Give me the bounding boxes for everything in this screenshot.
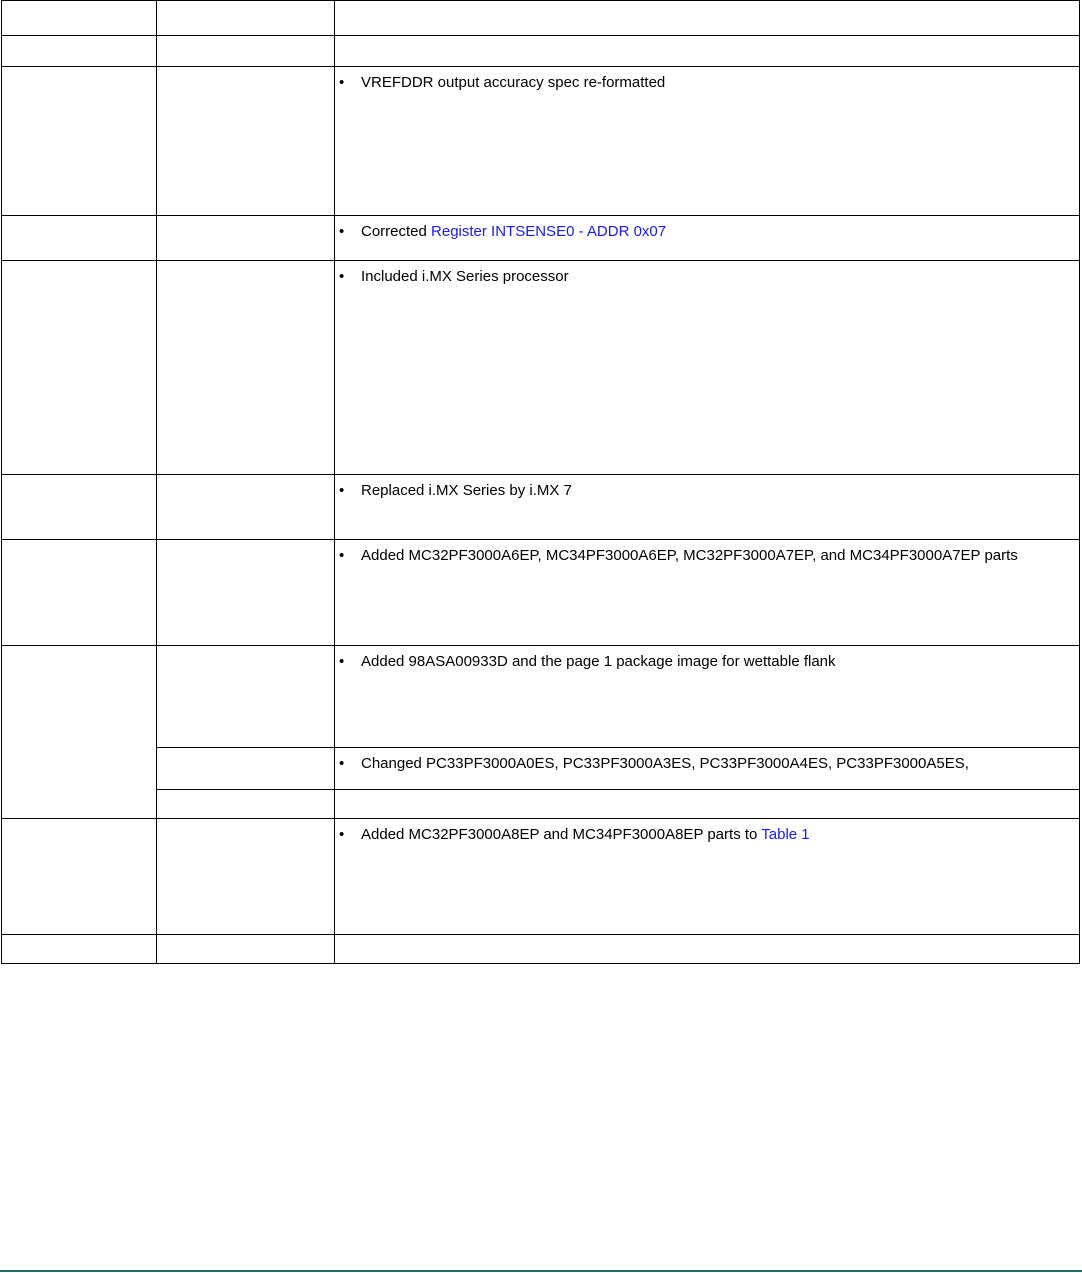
date-cell xyxy=(157,790,335,819)
date-cell xyxy=(157,540,335,646)
rev-cell xyxy=(2,216,157,261)
bullet-text: Added 98ASA00933D and the page 1 package image for wettable flank xyxy=(361,653,836,670)
date-cell xyxy=(157,935,335,964)
bullet-item xyxy=(335,475,1079,499)
date-cell xyxy=(157,261,335,475)
table-row xyxy=(2,67,1080,216)
description-cell xyxy=(335,216,1080,261)
table-row xyxy=(2,646,1080,748)
date-cell xyxy=(157,646,335,748)
description-cell xyxy=(335,36,1080,67)
bullet-text: VREFDDR output accuracy spec re-formatted xyxy=(361,74,666,91)
bullet-item xyxy=(335,819,1079,843)
bullet-text: Corrected xyxy=(361,223,432,240)
rev-cell xyxy=(2,261,157,475)
table-row xyxy=(2,261,1080,475)
description-cell xyxy=(335,475,1080,540)
rev-cell xyxy=(2,819,157,935)
bullet-item xyxy=(335,261,1079,285)
bullet-text: Changed PC33PF3000A0ES, PC33PF3000A3ES, PC33PF3000A4ES, PC33PF3000A5ES, xyxy=(361,755,969,772)
register-intsense0-link[interactable]: Register INTSENSE0 - ADDR 0x07 xyxy=(431,223,667,240)
description-cell xyxy=(335,646,1080,748)
table-row xyxy=(2,819,1080,935)
table-row xyxy=(2,748,1080,790)
date-cell xyxy=(157,475,335,540)
rev-cell xyxy=(2,36,157,67)
rev-cell xyxy=(2,67,157,216)
description-cell xyxy=(335,819,1080,935)
bullet-item xyxy=(335,748,1079,772)
bullet-item xyxy=(335,67,1079,91)
bullet-glyph: • xyxy=(339,653,345,670)
rev-cell xyxy=(2,475,157,540)
bullet-text: Added MC32PF3000A8EP and MC34PF3000A8EP parts to xyxy=(361,826,762,843)
table-row xyxy=(2,475,1080,540)
rev-cell xyxy=(2,935,157,964)
table-row xyxy=(2,36,1080,67)
table-row xyxy=(2,1,1080,36)
description-cell xyxy=(335,1,1080,36)
footer-rule xyxy=(0,1270,1082,1272)
date-cell xyxy=(157,67,335,216)
bullet-text: Replaced i.MX Series by i.MX 7 xyxy=(361,482,572,499)
description-cell xyxy=(335,261,1080,475)
table-1-link[interactable]: Table 1 xyxy=(761,826,810,843)
table-row xyxy=(2,540,1080,646)
bullet-glyph: • xyxy=(339,74,345,91)
rev-cell xyxy=(2,646,157,819)
date-cell xyxy=(157,216,335,261)
description-cell xyxy=(335,67,1080,216)
date-cell xyxy=(157,748,335,790)
rev-cell xyxy=(2,540,157,646)
bullet-glyph: • xyxy=(339,547,345,564)
bullet-glyph: • xyxy=(339,482,345,499)
bullet-item xyxy=(335,646,1079,670)
rev-cell xyxy=(2,1,157,36)
bullet-item xyxy=(335,540,1079,564)
table-row xyxy=(2,790,1080,819)
bullet-glyph: • xyxy=(339,826,345,843)
date-cell xyxy=(157,819,335,935)
description-cell xyxy=(335,790,1080,819)
bullet-glyph: • xyxy=(339,223,345,240)
revision-history-table xyxy=(1,0,1080,964)
description-cell xyxy=(335,935,1080,964)
bullet-text: Added MC32PF3000A6EP, MC34PF3000A6EP, MC32PF3000A7EP, and MC34PF3000A7EP parts xyxy=(361,547,1018,564)
bullet-text: Included i.MX Series processor xyxy=(361,268,569,285)
bullet-item xyxy=(335,216,1079,240)
table-row xyxy=(2,935,1080,964)
date-cell xyxy=(157,36,335,67)
description-cell xyxy=(335,540,1080,646)
description-cell xyxy=(335,748,1080,790)
table-row xyxy=(2,216,1080,261)
bullet-glyph: • xyxy=(339,755,345,772)
date-cell xyxy=(157,1,335,36)
bullet-glyph: • xyxy=(339,268,345,285)
